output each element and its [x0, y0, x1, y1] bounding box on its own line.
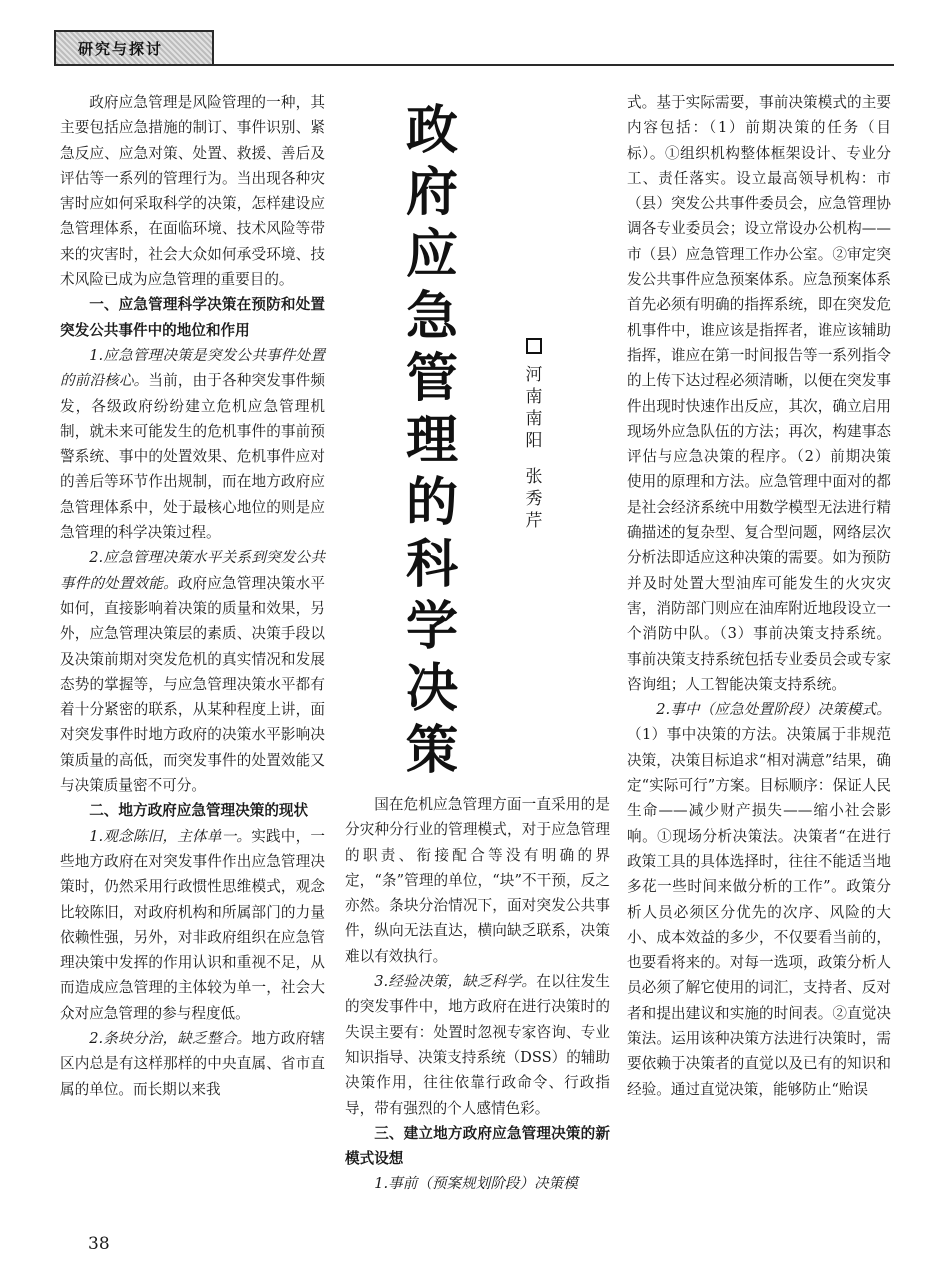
author-name-char: 芹	[525, 511, 543, 531]
paragraph-lead: 1.应急管理决策是突发公共事件处置的前沿核心。	[60, 346, 325, 390]
title-char: 府	[405, 163, 458, 223]
title-char: 急	[405, 287, 458, 347]
paragraph-lead: 2.条块分治，缺乏整合。	[89, 1029, 252, 1047]
paragraph-body: 政府应急管理决策水平如何，直接影响着决策的质量和效果，另外，应急管理决策层的素质、决策手段以及决策前期对突发危机的真实情况和发展态势的掌握等，与应急管理决策水平都有着十分紧密的联系，从某种程度上讲，面对突发事件时地方政府的决策水平影响决策质量的高低，而突发事件的处置效能又与决策质量密不可分。	[60, 574, 325, 795]
intro-paragraph: 政府应急管理是风险管理的一种，其主要包括应急措施的制订、事件识别、紧急反应、应急对策、处置、救援、善后及评估等一系列的管理行为。当出现各种灾害时应如何采取科学的决策，怎样建设应急管理体系，在面临环境、技术风险等带来的灾害时，社会大众如何承受环境、技术风险已成为应急管理的重要目的。	[60, 94, 325, 289]
section-heading-3: 三、建立地方政府应急管理决策的新模式设想	[345, 1124, 610, 1168]
paragraph	[60, 1026, 325, 1102]
author-name-char: 张	[525, 467, 543, 487]
paragraph: 国在危机应急管理方面一直采用的是分灾种分行业的管理模式，对于应急管理的职责、衔接配合等没有明确的界定，“条”管理的单位，“块”不干预，反之亦然。条块分治情况下，面对突发公共事件，纵向无法直达，横向缺乏联系，决策难以有效执行。	[345, 796, 610, 965]
paragraph-body: （1）事中决策的方法。决策属于非规范决策，决策目标追求“相对满意”结果，确定“实际可行”方案。目标顺序：保证人民生命——减少财产损失——缩小社会影响。①现场分析决策法。决策者“在进行政策工具的具体选择时，往往不能适当地多花一些时间来做分析的工作”。政策分析人员必须区分优先的次序、风险的大小、成本效益的多少，不仅要看当前的，也要看将来的。对每一选项，政策分析人员必须了解它使用的词汇，支持者、反对者和提出建议和实施的时间表。②直觉决策法。运用该种决策方法进行决策时，需要依赖于决策者的直觉以及已有的知识和经验。通过直觉决策，能够防止“贻误	[627, 726, 891, 1098]
title-char: 政	[405, 101, 458, 161]
paragraph	[60, 343, 325, 545]
paragraph-body: 实践中，一些地方政府在对突发事件作出应急管理决策时，仍然采用行政惯性思维模式，观念比较陈旧，对政府机构和所属部门的力量依赖性强，另外，对非政府组织在应急管理决策中发挥的作用认识和重视不足，从而造成应急管理的主体较为单一，社会大众对应急管理的参与程度低。	[60, 827, 325, 1022]
paragraph	[60, 545, 325, 798]
title-char: 应	[405, 225, 458, 285]
section-heading-2: 二、地方政府应急管理决策的现状	[89, 802, 309, 820]
article-title	[392, 100, 472, 782]
paragraph-body: 地方政府辖区内总是有这样那样的中央直属、省市直属的单位。而长期以来我	[60, 1029, 325, 1098]
paragraph	[345, 969, 610, 1121]
section-heading-1: 一、应急管理科学决策在预防和处置突发公共事件中的地位和作用	[60, 296, 325, 339]
paragraph-lead: 3.经验决策，缺乏科学。	[374, 973, 537, 991]
paragraph-body: 当前，由于各种突发事件频发，各级政府纷纷建立危机应急管理机制，就未来可能发生的危机事件的事前预警系统、事中的处置效果、危机事件应对的善后等环节作出规制，而在地方政府应急管理体系中，处于最核心地位的则是应急管理的科学决策过程。	[60, 372, 325, 542]
author-byline	[514, 338, 554, 532]
title-char: 管	[405, 349, 458, 409]
section-label: 研究与探讨	[54, 30, 214, 66]
author-location-char: 阳	[525, 431, 543, 451]
paragraph-lead: 1.观念陈旧，主体单一。	[89, 827, 252, 845]
paragraph: 式。基于实际需要，事前决策模式的主要内容包括：（1）前期决策的任务（目标）。①组织机构整体框架设计、专业分工、责任落实。设立最高领导机构：市（县）突发公共事件委员会，应急管理协调各专业委员会；设立常设办公机构——市（县）应急管理工作办公室。②审定突发公共事件应急预案体系。应急预案体系首先必须有明确的指挥系统，即在突发危机事件中，谁应该是指挥者，谁应该辅助指挥，谁应在第一时间报告等一系列指令的上传下达过程必须清晰，以便在突发事件出现时快速作出反应，其次，确立启用现场外应急队伍的方法；再次，构建事态评估与应急决策的程序。（2）前期决策使用的原理和方法。应急管理中面对的都是社会经济系统中用数学模型无法进行精确描述的复杂型、复合型问题，网络层次分析法即适应这种决策的需要。如为预防并及时处置大型油库可能发生的火灾灾害，消防部门则应在油库附近地段设立一个消防中队。（3）事前决策支持系统。事前决策支持系统包括专业委员会或专家咨询组；人工智能决策支持系统。	[627, 94, 891, 693]
paragraph-body: 在以往发生的突发事件中，地方政府在进行决策时的失误主要有：处置时忽视专家咨询、专业知识指导、决策支持系统（DSS）的辅助决策作用，往往依靠行政命令、行政指导，带有强烈的个人感情色彩。	[345, 973, 610, 1117]
header-rule	[214, 64, 894, 66]
author-location-char: 南	[525, 387, 543, 407]
paragraph-lead: 2.应急管理决策水平关系到突发公共事件的处置效能。	[60, 549, 325, 592]
title-char: 策	[405, 721, 458, 781]
text-column-3	[627, 90, 891, 1102]
title-char: 学	[405, 597, 458, 657]
paragraph	[627, 697, 891, 1102]
square-marker-icon	[526, 338, 542, 354]
author-location-char: 河	[525, 365, 543, 385]
title-char: 理	[405, 411, 458, 471]
author-name-char: 秀	[525, 489, 543, 509]
paragraph-lead: 2.事中（应急处置阶段）决策模式。	[656, 701, 891, 719]
paragraph	[60, 824, 325, 1026]
author-location-char: 南	[525, 409, 543, 429]
paragraph-lead: 1.事前（预案规划阶段）决策模	[374, 1175, 578, 1193]
title-char: 科	[405, 535, 458, 595]
title-char: 的	[405, 473, 458, 533]
page-number: 38	[88, 1234, 110, 1254]
text-column-2	[345, 792, 610, 1197]
paragraph	[345, 1171, 610, 1196]
text-column-1	[60, 90, 325, 1102]
title-char: 决	[405, 659, 458, 719]
